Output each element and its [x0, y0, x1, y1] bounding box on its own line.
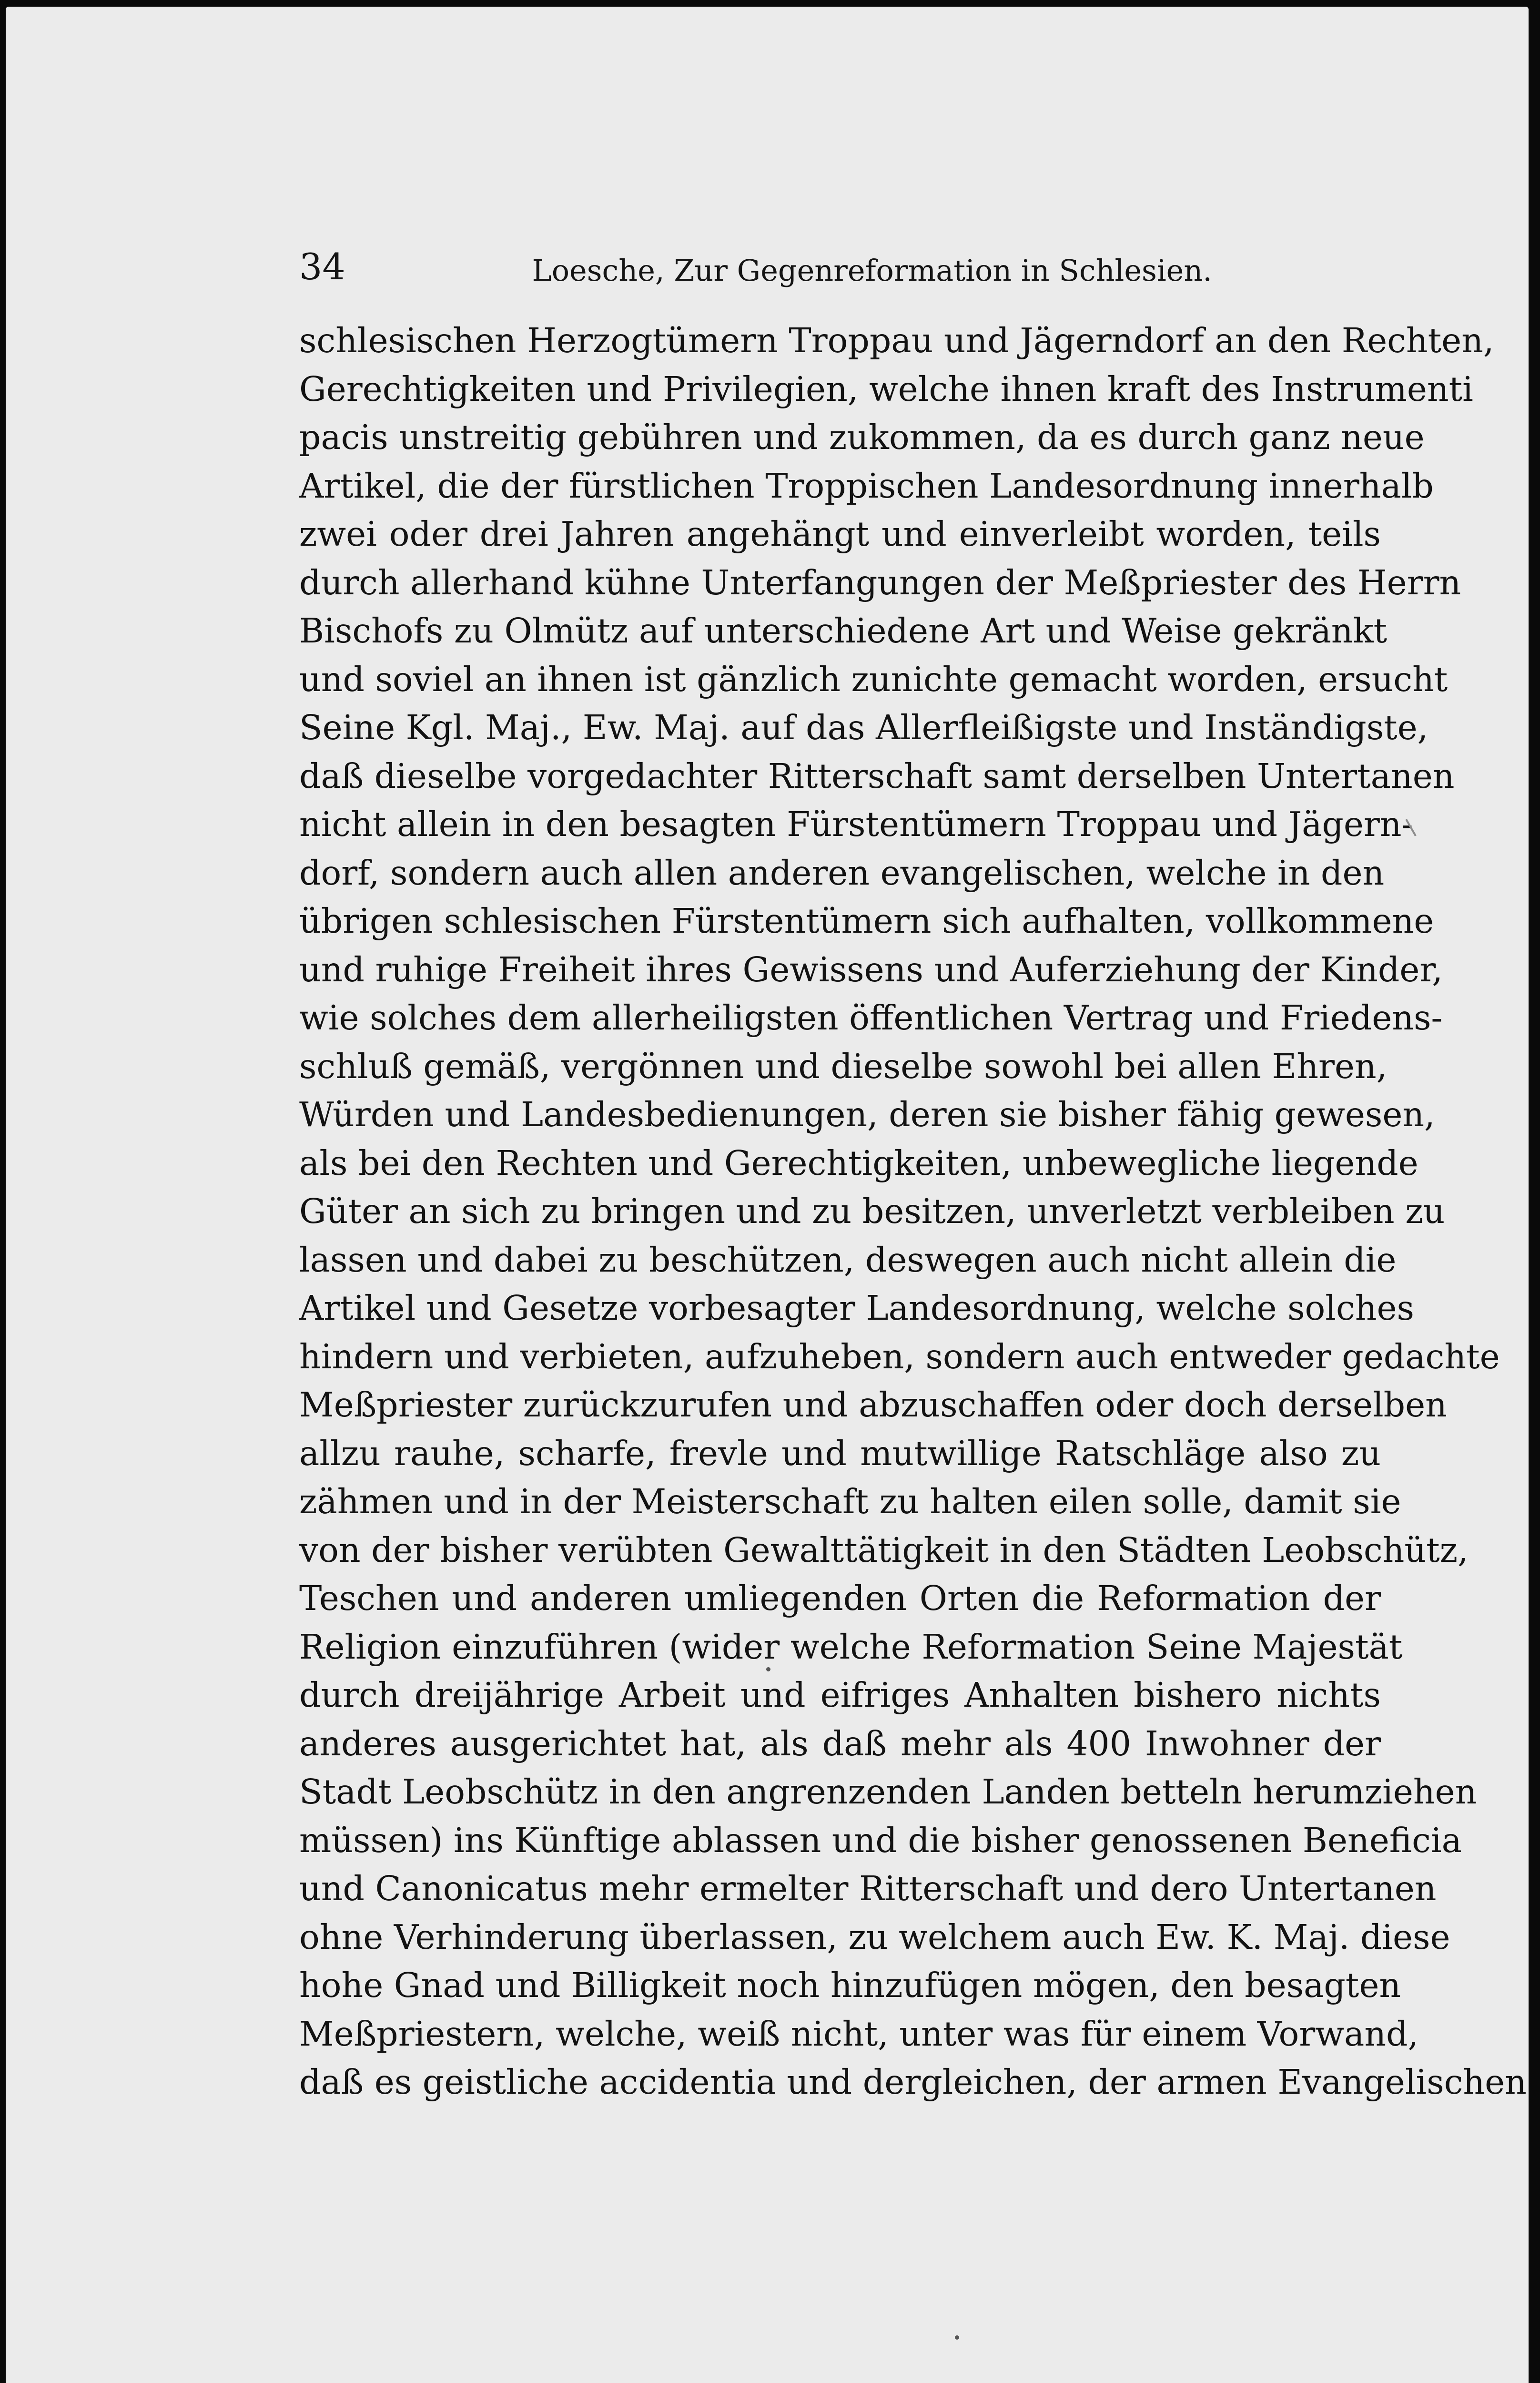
text-line: allzu rauhe, scharfe, frevle und mutwillige Ratschläge also zu	[299, 1433, 1381, 1473]
text-line: Artikel, die der fürstlichen Troppischen Landesordnung innerhalb	[299, 466, 1434, 506]
text-line: und soviel an ihnen ist gänzlich zunichte gemacht worden, ersucht	[299, 659, 1448, 699]
text-line: Stadt Leobschütz in den angrenzenden Landen betteln herumziehen	[299, 1772, 1477, 1812]
text-line: wie solches dem allerheiligsten öffentlichen Vertrag und Friedens-	[299, 998, 1443, 1038]
text-line: schlesischen Herzogtümern Troppau und Jägerndorf an den Rechten,	[299, 321, 1494, 360]
text-line: durch allerhand kühne Unterfangungen der Meßpriester des Herrn	[299, 562, 1461, 602]
text-line: Würden und Landesbedienungen, deren sie bisher fähig gewesen,	[299, 1095, 1435, 1134]
text-line: daß dieselbe vorgedachter Ritterschaft samt derselben Untertanen	[299, 756, 1455, 796]
running-title: Loesche, Zur Gegenreformation in Schlesien.	[532, 253, 1212, 288]
text-line: schluß gemäß, vergönnen und dieselbe sowohl bei allen Ehren,	[299, 1046, 1388, 1086]
ink-speck	[955, 2335, 959, 2340]
text-line: Meßpriestern, welche, weiß nicht, unter was für einem Vorwand,	[299, 2014, 1419, 2054]
text-line: Artikel und Gesetze vorbesagter Landesordnung, welche solches	[299, 1288, 1414, 1328]
text-line: lassen und dabei zu beschützen, deswegen auch nicht allein die	[299, 1240, 1397, 1280]
text-line: müssen) ins Künftige ablassen und die bisher genossenen Beneficia	[299, 1820, 1462, 1860]
text-line: hohe Gnad und Billigkeit noch hinzufügen mögen, den besagten	[299, 1965, 1401, 2005]
page-number: 34	[299, 245, 345, 288]
text-line: Güter an sich zu bringen und zu besitzen, unverletzt verbleiben zu	[299, 1192, 1445, 1231]
text-line: und Canonicatus mehr ermelter Ritterschaft und dero Untertanen	[299, 1869, 1437, 1908]
text-line: Teschen und anderen umliegenden Orten die Reformation der	[299, 1578, 1381, 1618]
text-line: Seine Kgl. Maj., Ew. Maj. auf das Allerfleißigste und Inständigste,	[299, 708, 1429, 747]
text-line: von der bisher verübten Gewalttätigkeit in den Städten Leobschütz,	[299, 1530, 1469, 1570]
text-line: nicht allein in den besagten Fürstentümern Troppau und Jägern-	[299, 805, 1413, 844]
text-line: hindern und verbieten, aufzuheben, sondern auch entweder gedachte	[299, 1336, 1500, 1376]
text-line: zwei oder drei Jahren angehängt und einverleibt worden, teils	[299, 514, 1381, 554]
ink-speck	[766, 1667, 770, 1671]
text-line: Bischofs zu Olmütz auf unterschiedene Art und Weise gekränkt	[299, 611, 1388, 651]
text-line: Religion einzuführen (wider welche Reformation Seine Majestät	[299, 1627, 1403, 1667]
text-line: zähmen und in der Meisterschaft zu halten eilen solle, damit sie	[299, 1482, 1401, 1521]
text-line: und ruhige Freiheit ihres Gewissens und Auferziehung der Kinder,	[299, 949, 1443, 989]
text-line: Gerechtigkeiten und Privilegien, welche ihnen kraft des Instrumenti	[299, 369, 1473, 409]
text-line: durch dreijährige Arbeit und eifriges Anhalten bishero nichts	[299, 1675, 1381, 1715]
text-line: anderes ausgerichtet hat, als daß mehr als 400 Inwohner der	[299, 1723, 1381, 1763]
text-line: als bei den Rechten und Gerechtigkeiten, unbewegliche liegende	[299, 1143, 1418, 1183]
text-line: Meßpriester zurückzurufen und abzuschaffen oder doch derselben	[299, 1385, 1447, 1425]
body-text	[299, 316, 1527, 2107]
text-line: übrigen schlesischen Fürstentümern sich aufhalten, vollkommene	[299, 901, 1434, 941]
text-line: dorf, sondern auch allen anderen evangelischen, welche in den	[299, 853, 1385, 893]
text-line: ohne Verhinderung überlassen, zu welchem auch Ew. K. Maj. diese	[299, 1917, 1450, 1957]
text-line: daß es geistliche accidentia und dergleichen, der armen Evangelischen	[299, 2062, 1527, 2102]
page-header	[299, 238, 1212, 295]
text-line: pacis unstreitig gebühren und zukommen, da es durch ganz neue	[299, 418, 1425, 457]
